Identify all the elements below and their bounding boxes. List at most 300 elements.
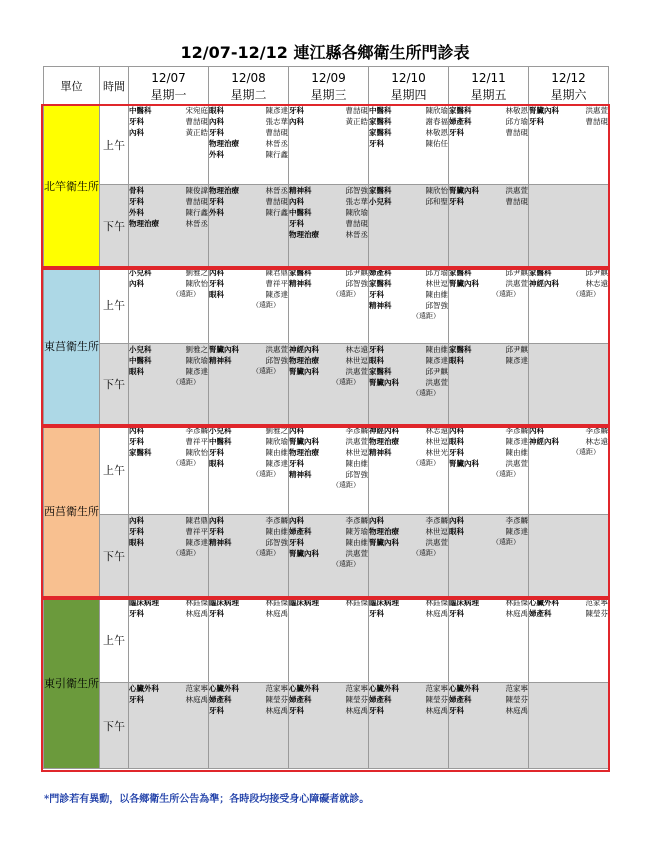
clinic-entry xyxy=(529,425,608,436)
department: 牙科 xyxy=(209,609,224,618)
schedule-cell xyxy=(289,344,369,425)
doctor-name: 曹祥平 xyxy=(185,527,208,536)
clinic-entry xyxy=(289,537,368,548)
period-label: 上午 xyxy=(100,267,129,344)
doctor-name: 林庭禹 xyxy=(185,695,208,704)
day-date: 12/08 xyxy=(231,70,266,85)
day-weekday: 星期一 xyxy=(150,87,187,102)
doctor-name: 曹喆硯 xyxy=(265,128,288,137)
doctor-name: 陳彥達 xyxy=(505,527,528,536)
doctor-name: 范家寧 xyxy=(265,684,288,693)
clinic-entry xyxy=(449,447,528,458)
doctor-name: 曹喆硯 xyxy=(265,197,288,206)
doctor-name: 邱智強 xyxy=(265,538,288,547)
department: 牙科 xyxy=(369,290,384,299)
department: 牙科 xyxy=(129,437,144,446)
clinic-entry xyxy=(369,683,448,694)
department: 外科 xyxy=(209,208,224,217)
department: 精神科 xyxy=(209,356,232,365)
clinic-entry xyxy=(129,105,208,116)
remote-note: （遠距） xyxy=(332,290,360,298)
clinic-entry xyxy=(369,597,448,608)
doctor-name: 曹喆硯 xyxy=(345,106,368,115)
doctor-name: 謝春福 xyxy=(425,117,448,126)
doctor-name: 范家寧 xyxy=(345,684,368,693)
department: 眼科 xyxy=(209,459,224,468)
clinic-entry xyxy=(289,366,368,377)
clinic-entry xyxy=(449,705,528,716)
period-label: 上午 xyxy=(100,425,129,515)
time-header: 時間 xyxy=(100,67,129,105)
doctor-name: 林庭禹 xyxy=(425,706,448,715)
schedule-cell xyxy=(289,425,369,515)
clinic-entry xyxy=(529,608,608,619)
doctor-name: 宋宛庭 xyxy=(185,106,208,115)
doctor-name: 林鈺傑 xyxy=(505,598,528,607)
department: 中醫科 xyxy=(129,356,152,365)
department: 家醫科 xyxy=(449,268,472,277)
doctor-name: 林敬恩 xyxy=(505,106,528,115)
clinic-entry xyxy=(209,608,288,619)
remote-note: （遠距） xyxy=(412,389,440,397)
remote-note: （遠距） xyxy=(332,560,360,568)
doctor-name: 黃正皓 xyxy=(345,117,368,126)
clinic-entry xyxy=(289,458,368,469)
doctor-name: 范家寧 xyxy=(425,684,448,693)
department: 神經內科 xyxy=(289,345,319,354)
schedule-cell xyxy=(129,344,209,425)
day-date: 12/07 xyxy=(151,70,186,85)
department: 精神科 xyxy=(289,279,312,288)
schedule-row-dongyin-pm xyxy=(44,683,609,769)
department: 內科 xyxy=(529,426,544,435)
schedule-cell xyxy=(529,425,609,515)
clinic-entry xyxy=(369,116,448,127)
schedule-row-beigan-am xyxy=(44,105,609,185)
clinic-entry xyxy=(369,537,448,548)
schedule-cell xyxy=(529,515,609,597)
schedule-cell xyxy=(369,597,449,683)
department: 神經內科 xyxy=(529,437,559,446)
clinic-entry xyxy=(289,526,368,537)
clinic-entry xyxy=(209,694,288,705)
doctor-name: 李彥麟 xyxy=(345,426,368,435)
schedule-cell xyxy=(129,425,209,515)
clinic-entry xyxy=(529,105,608,116)
department: 家醫科 xyxy=(529,268,552,277)
clinic-entry xyxy=(449,436,528,447)
clinic-entry xyxy=(129,185,208,196)
clinic-entry xyxy=(369,447,448,458)
department: 家醫科 xyxy=(369,117,392,126)
day-weekday: 星期六 xyxy=(550,87,587,102)
clinic-entry xyxy=(369,300,448,311)
clinic-entry xyxy=(209,425,288,436)
doctor-name: 洪惠萱 xyxy=(425,378,448,387)
clinic-entry xyxy=(129,116,208,127)
department: 腎臟內科 xyxy=(529,106,559,115)
department: 小兒科 xyxy=(369,197,392,206)
clinic-entry xyxy=(129,355,208,366)
doctor-name: 洪惠萱 xyxy=(265,345,288,354)
department: 牙科 xyxy=(209,197,224,206)
clinic-entry xyxy=(209,289,288,300)
department: 外科 xyxy=(209,150,224,159)
doctor-name: 林晉丞 xyxy=(185,219,208,228)
department: 腎臟內科 xyxy=(369,538,399,547)
schedule-cell xyxy=(529,267,609,344)
schedule-cell xyxy=(129,185,209,267)
department: 內科 xyxy=(129,426,144,435)
doctor-name: 洪惠萱 xyxy=(505,279,528,288)
day-date: 12/10 xyxy=(391,70,426,85)
department: 牙科 xyxy=(129,695,144,704)
doctor-name: 陳瑩芬 xyxy=(585,609,608,618)
doctor-name: 陳君鼎 xyxy=(265,268,288,277)
schedule-cell xyxy=(289,185,369,267)
clinic-entry xyxy=(289,705,368,716)
doctor-name: 陳由維 xyxy=(425,290,448,299)
schedule-cell xyxy=(369,344,449,425)
doctor-name: 陳欣瑜 xyxy=(185,356,208,365)
department: 牙科 xyxy=(449,197,464,206)
clinic-entry xyxy=(449,355,528,366)
clinic-entry xyxy=(529,597,608,608)
clinic-entry xyxy=(209,116,288,127)
doctor-name: 林庭禹 xyxy=(505,609,528,618)
department: 中醫科 xyxy=(289,208,312,217)
clinic-entry xyxy=(369,515,448,526)
doctor-name: 陳欣怡 xyxy=(185,448,208,457)
doctor-name: 林庭禹 xyxy=(345,706,368,715)
doctor-name: 劉雅之 xyxy=(265,426,288,435)
clinic-entry xyxy=(129,207,208,218)
department: 牙科 xyxy=(529,117,544,126)
clinic-entry xyxy=(209,105,288,116)
clinic-entry xyxy=(209,149,288,160)
doctor-name: 洪惠萱 xyxy=(505,186,528,195)
schedule-cell xyxy=(449,267,529,344)
department: 內科 xyxy=(209,516,224,525)
schedule-cell xyxy=(449,597,529,683)
clinic-entry xyxy=(129,683,208,694)
department: 眼科 xyxy=(369,356,384,365)
clinic-entry xyxy=(449,425,528,436)
doctor-name: 林晉丞 xyxy=(265,186,288,195)
schedule-cell xyxy=(369,425,449,515)
doctor-name: 陳由維 xyxy=(265,527,288,536)
department: 精神科 xyxy=(289,186,312,195)
department: 牙科 xyxy=(129,117,144,126)
department: 牙科 xyxy=(209,527,224,536)
department: 腎臟內科 xyxy=(289,367,319,376)
department: 內科 xyxy=(369,516,384,525)
department: 物理治療 xyxy=(289,356,319,365)
doctor-name: 洪惠萱 xyxy=(345,437,368,446)
clinic-entry xyxy=(369,377,448,388)
doctor-name: 陳由維 xyxy=(505,448,528,457)
schedule-cell xyxy=(449,515,529,597)
doctor-name: 陳彥達 xyxy=(505,356,528,365)
schedule-cell xyxy=(369,105,449,185)
doctor-name: 林鈺傑 xyxy=(185,598,208,607)
period-label: 下午 xyxy=(100,344,129,425)
remote-note: （遠距） xyxy=(412,459,440,467)
doctor-name: 林志遠 xyxy=(425,426,448,435)
doctor-name: 曹祥平 xyxy=(265,279,288,288)
clinic-entry xyxy=(289,185,368,196)
department: 家醫科 xyxy=(449,106,472,115)
day-header xyxy=(529,67,609,105)
department: 內科 xyxy=(129,516,144,525)
department: 腎臟內科 xyxy=(449,186,479,195)
doctor-name: 林世逗 xyxy=(345,356,368,365)
doctor-name: 林志遠 xyxy=(345,345,368,354)
doctor-name: 洪惠萱 xyxy=(585,106,608,115)
doctor-name: 劉雅之 xyxy=(185,345,208,354)
header-row xyxy=(44,67,609,105)
department: 物理治療 xyxy=(289,448,319,457)
clinic-entry xyxy=(209,436,288,447)
doctor-name: 邱尹麒 xyxy=(505,268,528,277)
doctor-name: 林世逗 xyxy=(425,279,448,288)
schedule-cell xyxy=(289,267,369,344)
department: 腎臟內科 xyxy=(289,437,319,446)
clinic-entry xyxy=(209,127,288,138)
clinic-entry xyxy=(209,344,288,355)
doctor-name: 邱方瑜 xyxy=(425,268,448,277)
clinic-entry xyxy=(289,447,368,458)
doctor-name: 陳由維 xyxy=(265,448,288,457)
day-weekday: 星期二 xyxy=(230,87,267,102)
doctor-name: 陳瑩芬 xyxy=(265,695,288,704)
department: 牙科 xyxy=(369,345,384,354)
day-weekday: 星期五 xyxy=(470,87,507,102)
schedule-row-xiju-am xyxy=(44,425,609,515)
clinic-entry xyxy=(529,267,608,278)
doctor-name: 陳瑩芬 xyxy=(425,695,448,704)
doctor-name: 林志遠 xyxy=(585,437,608,446)
department: 物理治療 xyxy=(209,139,239,148)
department: 內科 xyxy=(129,279,144,288)
schedule-cell xyxy=(289,683,369,769)
clinic-entry xyxy=(449,683,528,694)
clinic-entry xyxy=(209,447,288,458)
doctor-name: 邱尹麒 xyxy=(505,345,528,354)
unit-name: 東引衛生所 xyxy=(44,597,100,769)
remote-note: （遠距） xyxy=(332,481,360,489)
doctor-name: 李彥麟 xyxy=(265,516,288,525)
schedule-cell xyxy=(449,683,529,769)
clinic-entry xyxy=(369,185,448,196)
clinic-entry xyxy=(289,105,368,116)
department: 心臟外科 xyxy=(449,684,479,693)
department: 物理治療 xyxy=(289,230,319,239)
doctor-name: 洪惠萱 xyxy=(345,549,368,558)
doctor-name: 陳佑任 xyxy=(425,139,448,148)
department: 牙科 xyxy=(209,448,224,457)
clinic-entry xyxy=(209,267,288,278)
department: 骨科 xyxy=(129,186,144,195)
department: 婦產科 xyxy=(289,695,312,704)
doctor-name: 陳彥達 xyxy=(185,367,208,376)
clinic-entry xyxy=(449,196,528,207)
department: 牙科 xyxy=(369,609,384,618)
department: 物理治療 xyxy=(369,437,399,446)
schedule-cell xyxy=(369,683,449,769)
department: 內科 xyxy=(289,516,304,525)
department: 眼科 xyxy=(209,290,224,299)
clinic-entry xyxy=(209,207,288,218)
clinic-entry xyxy=(289,425,368,436)
clinic-entry xyxy=(369,436,448,447)
doctor-name: 陳君鼎 xyxy=(185,516,208,525)
unit-name: 東莒衛生所 xyxy=(44,267,100,425)
doctor-name: 黃正皓 xyxy=(185,128,208,137)
doctor-name: 邱智強 xyxy=(345,470,368,479)
schedule-row-beigan-pm xyxy=(44,185,609,267)
day-header xyxy=(369,67,449,105)
doctor-name: 林鈺傑 xyxy=(425,598,448,607)
doctor-name: 邱智強 xyxy=(425,301,448,310)
department: 眼科 xyxy=(129,538,144,547)
clinic-entry xyxy=(209,138,288,149)
department: 精神科 xyxy=(289,470,312,479)
doctor-name: 邱方瑜 xyxy=(505,117,528,126)
doctor-name: 曹喆硯 xyxy=(505,197,528,206)
doctor-name: 陳由維 xyxy=(345,538,368,547)
day-weekday: 星期四 xyxy=(390,87,427,102)
department: 內科 xyxy=(129,128,144,137)
schedule-cell xyxy=(289,515,369,597)
clinic-entry xyxy=(369,355,448,366)
day-header xyxy=(209,67,289,105)
remote-note: （遠距） xyxy=(492,538,520,546)
department: 臨床病理 xyxy=(289,598,319,607)
department: 內科 xyxy=(209,268,224,277)
department: 眼科 xyxy=(209,106,224,115)
remote-note: （遠距） xyxy=(252,549,280,557)
department: 牙科 xyxy=(289,538,304,547)
department: 牙科 xyxy=(369,139,384,148)
department: 小兒科 xyxy=(129,268,152,277)
department: 內科 xyxy=(289,117,304,126)
schedule-cell xyxy=(529,683,609,769)
clinic-entry xyxy=(289,694,368,705)
doctor-name: 陳彥達 xyxy=(265,106,288,115)
doctor-name: 陳俊諱 xyxy=(185,186,208,195)
department: 心臟外科 xyxy=(129,684,159,693)
clinic-entry xyxy=(289,344,368,355)
unit-name: 北竿衛生所 xyxy=(44,105,100,267)
doctor-name: 林庭禹 xyxy=(425,609,448,618)
clinic-entry xyxy=(209,526,288,537)
department: 腎臟內科 xyxy=(209,345,239,354)
doctor-name: 曹喆硯 xyxy=(345,219,368,228)
clinic-entry xyxy=(529,278,608,289)
schedule-row-xiju-pm xyxy=(44,515,609,597)
department: 腎臟內科 xyxy=(289,549,319,558)
department: 臨床病理 xyxy=(449,598,479,607)
doctor-name: 洪惠萱 xyxy=(345,367,368,376)
clinic-entry xyxy=(129,127,208,138)
doctor-name: 李彥麟 xyxy=(185,426,208,435)
period-label: 下午 xyxy=(100,683,129,769)
doctor-name: 李彥麟 xyxy=(505,426,528,435)
department: 精神科 xyxy=(209,538,232,547)
doctor-name: 張志華 xyxy=(345,197,368,206)
doctor-name: 陳由維 xyxy=(345,459,368,468)
department: 神經內科 xyxy=(529,279,559,288)
department: 家醫科 xyxy=(449,345,472,354)
doctor-name: 林庭禹 xyxy=(265,706,288,715)
department: 腎臟內科 xyxy=(449,279,479,288)
doctor-name: 林鈺傑 xyxy=(265,598,288,607)
doctor-name: 邱尹麒 xyxy=(425,367,448,376)
department: 牙科 xyxy=(129,609,144,618)
doctor-name: 劉雅之 xyxy=(185,268,208,277)
doctor-name: 陳欣瑜 xyxy=(425,106,448,115)
day-date: 12/12 xyxy=(551,70,586,85)
department: 牙科 xyxy=(449,448,464,457)
department: 家醫科 xyxy=(129,448,152,457)
department: 眼科 xyxy=(129,367,144,376)
department: 小兒科 xyxy=(209,426,232,435)
department: 腎臟內科 xyxy=(369,378,399,387)
day-date: 12/11 xyxy=(471,70,506,85)
schedule-cell xyxy=(529,344,609,425)
clinic-entry xyxy=(289,207,368,218)
department: 眼科 xyxy=(449,356,464,365)
doctor-name: 李彥麟 xyxy=(345,516,368,525)
department: 牙科 xyxy=(129,197,144,206)
clinic-entry xyxy=(369,425,448,436)
doctor-name: 陳彥達 xyxy=(265,290,288,299)
doctor-name: 林庭禹 xyxy=(265,609,288,618)
department: 牙科 xyxy=(289,219,304,228)
department: 家醫科 xyxy=(369,367,392,376)
schedule-cell xyxy=(369,185,449,267)
doctor-name: 范家寧 xyxy=(185,684,208,693)
doctor-name: 陳欣怡 xyxy=(425,186,448,195)
clinic-entry xyxy=(369,138,448,149)
department: 牙科 xyxy=(209,706,224,715)
doctor-name: 邱智強 xyxy=(345,279,368,288)
clinic-entry xyxy=(129,447,208,458)
clinic-entry xyxy=(449,267,528,278)
clinic-entry xyxy=(529,436,608,447)
doctor-name: 陳彥達 xyxy=(185,538,208,547)
department: 家醫科 xyxy=(369,279,392,288)
doctor-name: 陳彥達 xyxy=(505,437,528,446)
schedule-cell xyxy=(209,344,289,425)
period-label: 上午 xyxy=(100,105,129,185)
remote-note: （遠距） xyxy=(172,459,200,467)
department: 牙科 xyxy=(289,106,304,115)
department: 牙科 xyxy=(449,128,464,137)
doctor-name: 陳行鑫 xyxy=(185,208,208,217)
clinic-entry xyxy=(129,196,208,207)
footnote: *門診若有異動，以各鄉衛生所公告為準；各時段均接受身心障礙者就診。 xyxy=(44,794,370,805)
clinic-entry xyxy=(129,526,208,537)
doctor-name: 范家寧 xyxy=(585,598,608,607)
doctor-name: 陳瑩芬 xyxy=(345,695,368,704)
doctor-name: 林敬恩 xyxy=(425,128,448,137)
period-label: 下午 xyxy=(100,185,129,267)
department: 婦產科 xyxy=(209,695,232,704)
clinic-entry xyxy=(369,105,448,116)
clinic-entry xyxy=(209,458,288,469)
